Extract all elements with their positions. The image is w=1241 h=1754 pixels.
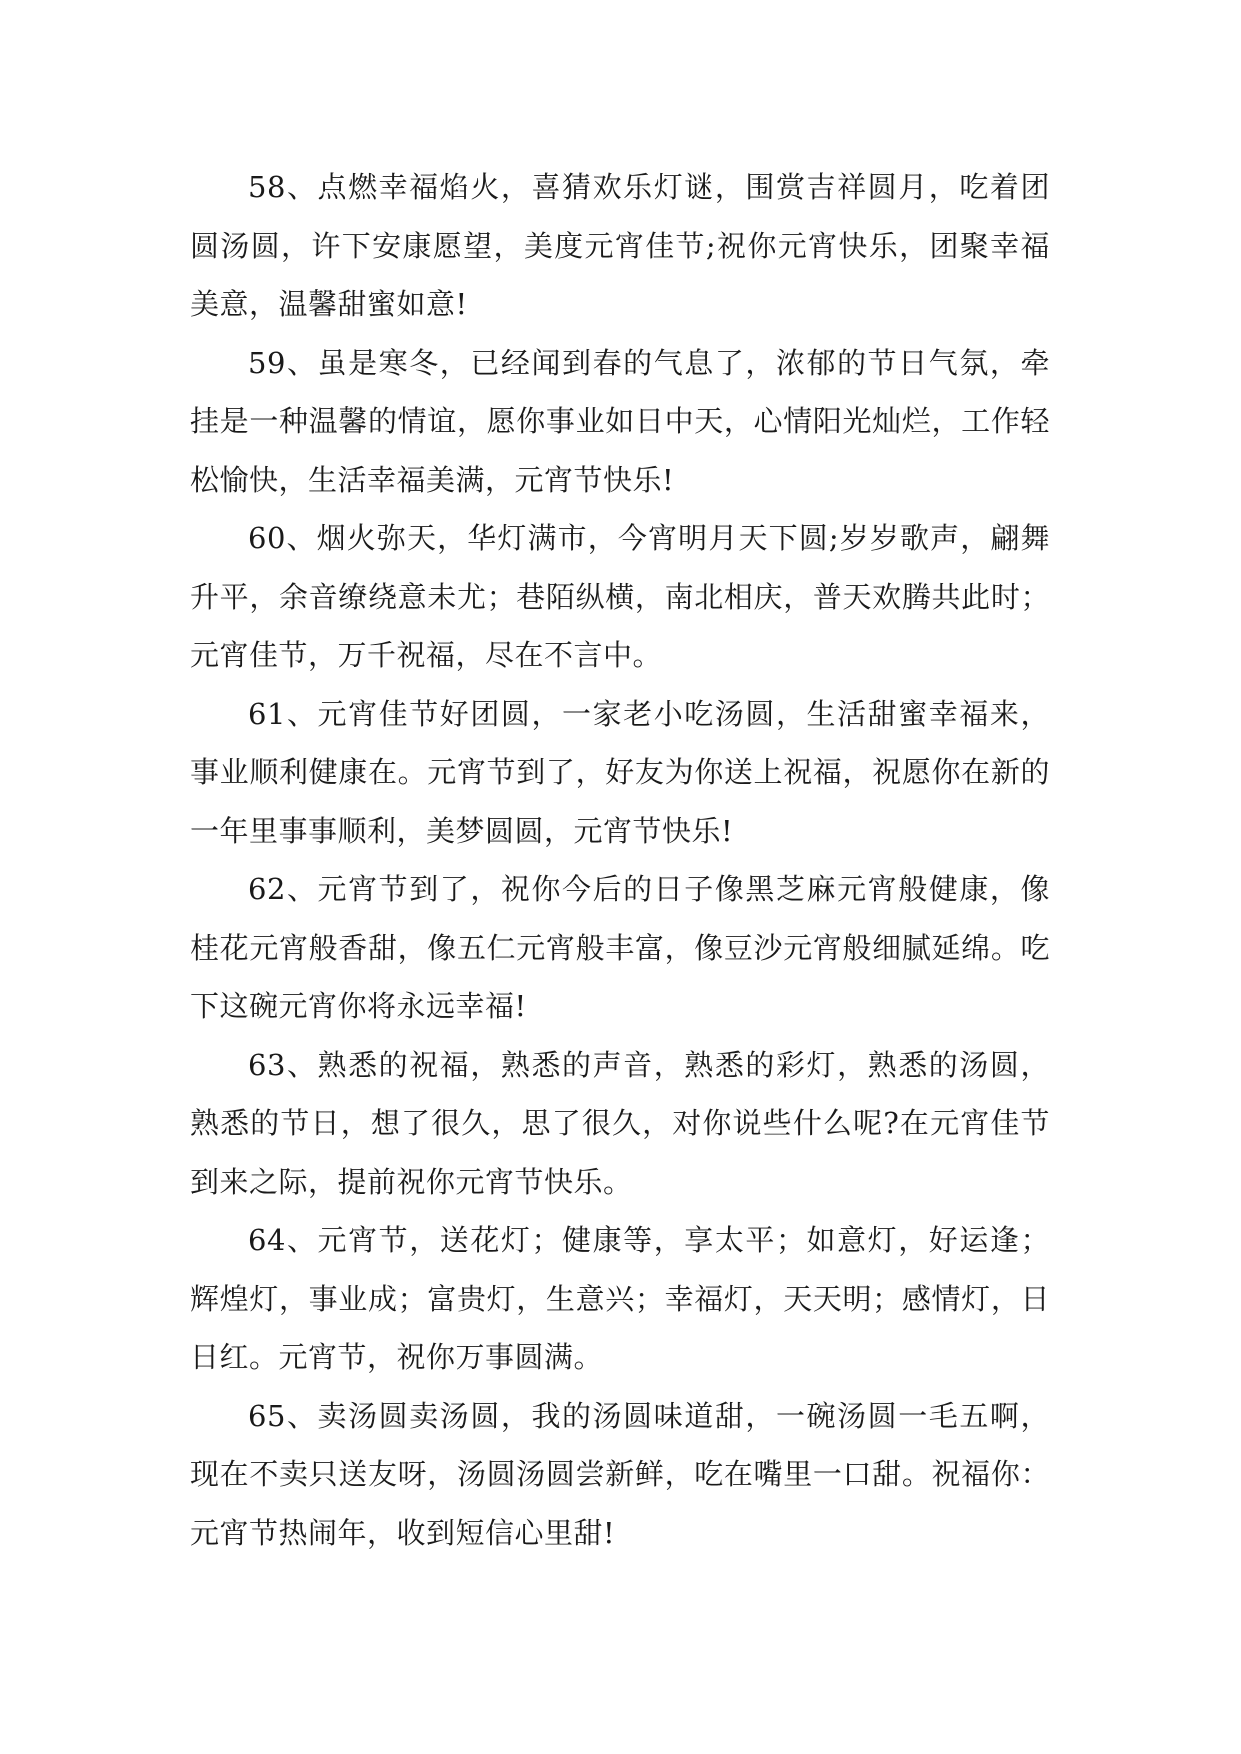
paragraph-64: 64、元宵节，送花灯；健康等，享太平；如意灯，好运逢；辉煌灯，事业成；富贵灯，生意兴；幸福灯，天天明；感情灯，日日红。元宵节，祝你万事圆满。 bbox=[190, 1223, 1050, 1374]
paragraph-59: 59、虽是寒冬，已经闻到春的气息了，浓郁的节日气氛，牵挂是一种温馨的情谊，愿你事业如日中天，心情阳光灿烂，工作轻松愉快，生活幸福美满，元宵节快乐! bbox=[190, 345, 1050, 497]
paragraph-60: 60、烟火弥天，华灯满市，今宵明月天下圆;岁岁歌声，翩舞升平，余音缭绕意未尤；巷陌纵横，南北相庆，普天欢腾共此时；元宵佳节，万千祝福，尽在不言中。 bbox=[190, 521, 1050, 672]
paragraph-62: 62、元宵节到了，祝你今后的日子像黑芝麻元宵般健康，像桂花元宵般香甜，像五仁元宵般丰富，像豆沙元宵般细腻延绵。吃下这碗元宵你将永远幸福! bbox=[190, 872, 1050, 1023]
paragraph-63: 63、熟悉的祝福，熟悉的声音，熟悉的彩灯，熟悉的汤圆，熟悉的节日，想了很久，思了很久，对你说些什么呢?在元宵佳节到来之际，提前祝你元宵节快乐。 bbox=[190, 1047, 1050, 1199]
paragraph-58: 58、点燃幸福焰火，喜猜欢乐灯谜，围赏吉祥圆月，吃着团圆汤圆，许下安康愿望，美度元宵佳节;祝你元宵快乐，团聚幸福美意，温馨甜蜜如意! bbox=[190, 170, 1050, 321]
document-body bbox=[190, 158, 1050, 1562]
paragraph-61: 61、元宵佳节好团圆，一家老小吃汤圆，生活甜蜜幸福来，事业顺利健康在。元宵节到了，好友为你送上祝福，祝愿你在新的一年里事事顺利，美梦圆圆，元宵节快乐! bbox=[190, 696, 1050, 848]
paragraph-65: 65、卖汤圆卖汤圆，我的汤圆味道甜，一碗汤圆一毛五啊，现在不卖只送友呀，汤圆汤圆尝新鲜，吃在嘴里一口甜。祝福你：元宵节热闹年，收到短信心里甜! bbox=[190, 1398, 1050, 1550]
